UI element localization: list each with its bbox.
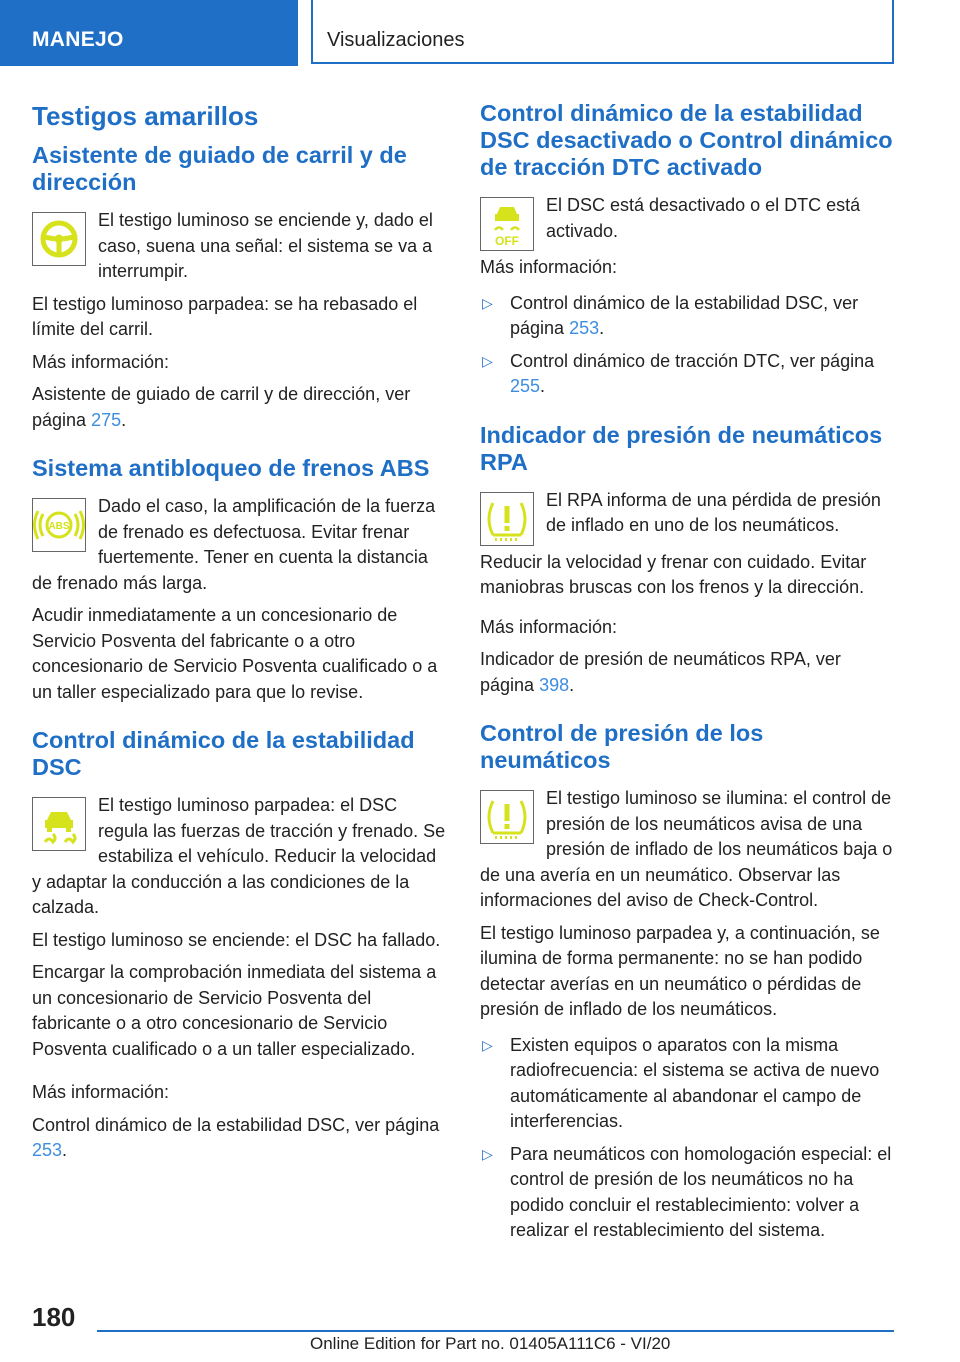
icon-description: El DSC está desactivado o el DTC está activado. (546, 195, 861, 241)
footer-rule (97, 1330, 894, 1332)
triangle-bullet-icon: ▷ (482, 352, 493, 369)
section-dsc (32, 727, 448, 1164)
icon-description: El testigo luminoso parpadea: el DSC regula las fuerzas de tracción y frenado. Se estabiliza el vehículo. Reducir la velocidad y adaptar la conducción a las condiciones de la calzada. (32, 795, 446, 917)
reference: Control dinámico de la estabilidad DSC, ver página 253. (32, 1114, 440, 1160)
paragraph: El testigo luminoso parpadea: se ha rebasado el límite del carril. (32, 293, 418, 339)
page-number: 180 (32, 1302, 76, 1332)
page-link[interactable]: 398 (539, 674, 570, 695)
icon-description: El testigo luminoso se ilumina: el control de presión de los neumáticos avisa de una presión de inflado de los neumáticos baja o de una avería en un neumático. Observar las informaciones del aviso de Check-Control. (480, 788, 893, 910)
reference: Asistente de guiado de carril y de dirección, ver página 275. (32, 384, 411, 430)
page-title: Testigos amarillos (32, 101, 259, 131)
paragraph: El testigo luminoso se enciende: el DSC ha fallado. (32, 929, 441, 950)
paragraph: Reducir la velocidad y frenar con cuidado. Evitar maniobras bruscas con los frenos y la dirección. (480, 551, 867, 597)
page-link[interactable]: 253 (32, 1140, 63, 1160)
reference-list (480, 291, 894, 400)
left-column (32, 100, 448, 1186)
off-icon-label: OFF (495, 234, 519, 248)
more-info-label: Más información: (480, 257, 618, 277)
section-heading: Control de presión de los neumáticos (480, 720, 764, 773)
paragraph: Encargar la comprobación inmediata del sistema a un concesionario de Servicio Posventa del fabricante o a otro concesionario de Servicio Posventa cualificado o a un taller especializado. (32, 962, 437, 1059)
more-info-label: Más información: (32, 1082, 170, 1102)
list-item: ▷ Control dinámico de tracción DTC, ver página 255. (482, 350, 875, 396)
bullet-list (480, 1033, 894, 1244)
section-tire-pressure-control (480, 720, 894, 1244)
dsc-car-skid-icon (32, 797, 86, 851)
header-section-label: MANEJO (32, 28, 124, 51)
section-heading: Control dinámico de la estabilidad DSC desactivado o Control dinámico de tracción DTC activado (480, 100, 893, 180)
section-heading: Sistema antibloqueo de frenos ABS (32, 455, 430, 481)
icon-description: Dado el caso, la amplificación de la fuerza de frenado es defectuosa. Evitar frenar fuertemente. Tener en cuenta la distancia de frenado más larga. (32, 496, 436, 593)
list-item: ▷ Control dinámico de la estabilidad DSC, ver página 253. (482, 292, 859, 338)
abs-icon (32, 498, 86, 552)
section-dsc-off (480, 100, 894, 400)
header-chapter-label: Visualizaciones (327, 29, 465, 51)
header-chapter-box (311, 0, 894, 64)
page-link[interactable]: 255 (510, 376, 541, 396)
icon-description: El testigo luminoso se enciende y, dado el caso, suena una señal: el sistema se va a interrumpir. (98, 210, 433, 281)
icon-description: El RPA informa de una pérdida de presión de inflado en uno de los neumáticos. (546, 489, 881, 535)
more-info-label: Más información: (480, 616, 618, 637)
header-section-tab (0, 0, 298, 66)
triangle-bullet-icon: ▷ (482, 1145, 493, 1162)
page-link[interactable]: 253 (569, 318, 600, 338)
list-item: ▷ Existen equipos o aparatos con la misma radiofrecuencia: el sistema se activa de nuevo automáticamente al abandonar el campo de interferencias. (482, 1034, 880, 1131)
reference: Indicador de presión de neumáticos RPA, ver página 398. (480, 649, 841, 695)
tire-pressure-warning-icon (480, 790, 534, 844)
abs-icon-label: ABS (48, 521, 70, 532)
section-lane-assist (32, 142, 448, 433)
tire-pressure-warning-icon (480, 492, 534, 546)
page-link[interactable]: 275 (91, 409, 122, 430)
triangle-bullet-icon: ▷ (482, 294, 493, 311)
steering-wheel-icon (32, 212, 86, 266)
triangle-bullet-icon: ▷ (482, 1036, 493, 1053)
right-column (480, 100, 894, 1266)
footer-edition: Online Edition for Part no. 01405A111C6 - VI/20 (310, 1334, 671, 1353)
more-info-label: Más información: (32, 351, 170, 372)
section-heading: Asistente de guiado de carril y de dirección (32, 142, 407, 195)
paragraph: Acudir inmediatamente a un concesionario de Servicio Posventa del fabricante o a otro concesionario de Servicio Posventa cualificado o a un taller especializado para que lo revise. (32, 605, 438, 702)
dsc-off-icon (480, 197, 534, 251)
paragraph: El testigo luminoso parpadea y, a continuación, se ilumina de forma permanente: no se han podido detectar averías en un neumático o pérdidas de presión de inflado de los neumáticos. (480, 922, 880, 1019)
section-heading: Control dinámico de la estabilidad DSC (32, 727, 415, 780)
section-heading: Indicador de presión de neumáticos RPA (480, 421, 883, 475)
list-item: ▷ Para neumáticos con homologación especial: el control de presión de los neumáticos no ha podido concluir el restablecimiento: volver a realizar el restablecimiento del sistema. (482, 1143, 892, 1240)
section-abs (32, 455, 448, 705)
section-rpa (480, 422, 894, 699)
